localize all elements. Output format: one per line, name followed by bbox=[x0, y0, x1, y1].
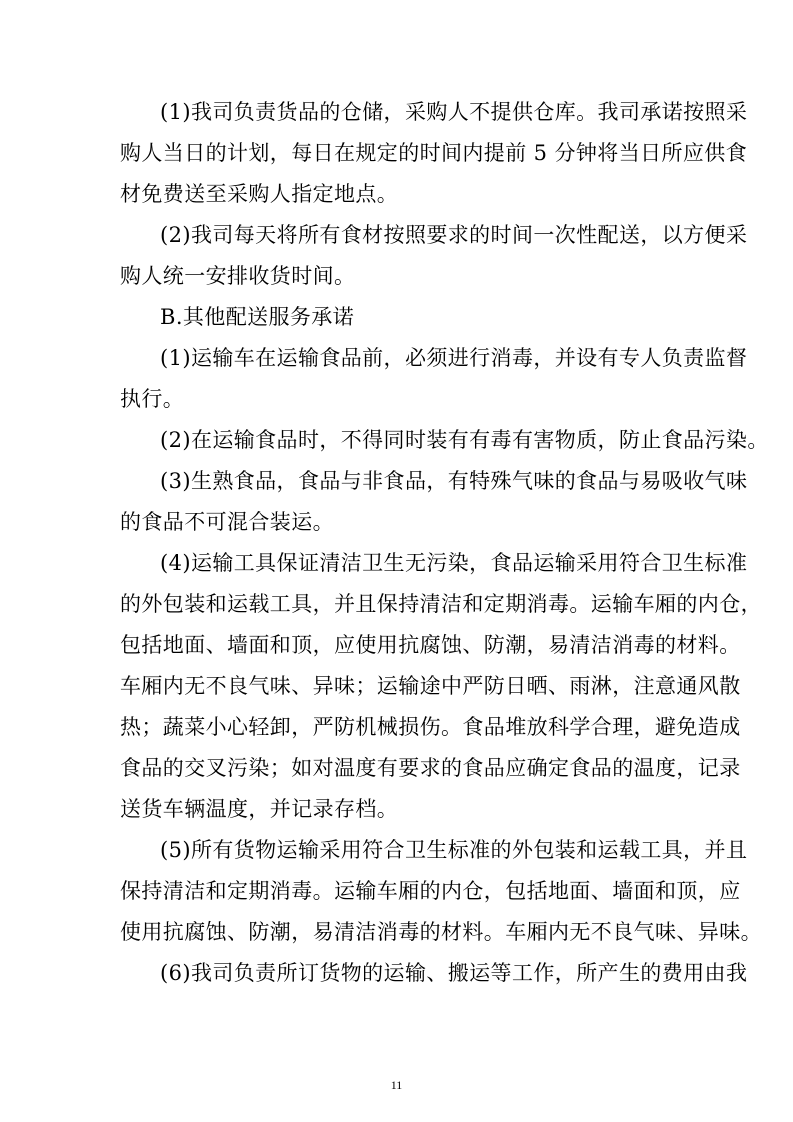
text-line: 的外包装和运载工具，并且保持清洁和定期消毒。运输车厢的内仓， bbox=[120, 592, 762, 616]
text-line: 车厢内无不良气味、异味；运输途中严防日晒、雨淋，注意通风散 bbox=[120, 674, 741, 698]
text-line: (2)我司每天将所有食材按照要求的时间一次性配送，以方便采 bbox=[160, 223, 748, 247]
text-line: (1)运输车在运输食品前，必须进行消毒，并设有专人负责监督 bbox=[160, 346, 748, 370]
text-line: 的食品不可混合装运。 bbox=[120, 510, 334, 534]
text-line: 购人当日的计划，每日在规定的时间内提前 5 分钟将当日所应供食 bbox=[120, 141, 748, 165]
text-line: (3)生熟食品，食品与非食品，有特殊气味的食品与易吸收气味 bbox=[160, 469, 748, 493]
text-line: 购人统一安排收货时间。 bbox=[120, 264, 356, 288]
text-line: 使用抗腐蚀、防潮，易清洁消毒的材料。车厢内无不良气味、异味。 bbox=[120, 920, 762, 944]
text-line: 执行。 bbox=[120, 387, 185, 411]
text-line: 送货车辆温度，并记录存档。 bbox=[120, 797, 399, 821]
text-line: 包括地面、墙面和顶，应使用抗腐蚀、防潮，易清洁消毒的材料。 bbox=[120, 633, 741, 657]
text-line: (5)所有货物运输采用符合卫生标准的外包装和运载工具，并且 bbox=[160, 838, 748, 862]
text-line: (2)在运输食品时，不得同时装有有毒有害物质，防止食品污染。 bbox=[160, 428, 769, 452]
text-line: (1)我司负责货品的仓储，采购人不提供仓库。我司承诺按照采 bbox=[160, 100, 748, 124]
text-line: (4)运输工具保证清洁卫生无污染，食品运输采用符合卫生标准 bbox=[160, 551, 748, 575]
text-line: 食品的交叉污染；如对温度有要求的食品应确定食品的温度，记录 bbox=[120, 756, 741, 780]
text-line: 保持清洁和定期消毒。运输车厢的内仓，包括地面、墙面和顶，应 bbox=[120, 879, 741, 903]
text-line: (6)我司负责所订货物的运输、搬运等工作，所产生的费用由我 bbox=[160, 961, 748, 985]
section-heading: B.其他配送服务承诺 bbox=[160, 305, 355, 329]
page-number: 11 bbox=[390, 1078, 403, 1092]
text-line: 材免费送至采购人指定地点。 bbox=[120, 182, 399, 206]
text-line: 热；蔬菜小心轻卸，严防机械损伤。食品堆放科学合理，避免造成 bbox=[120, 715, 741, 739]
